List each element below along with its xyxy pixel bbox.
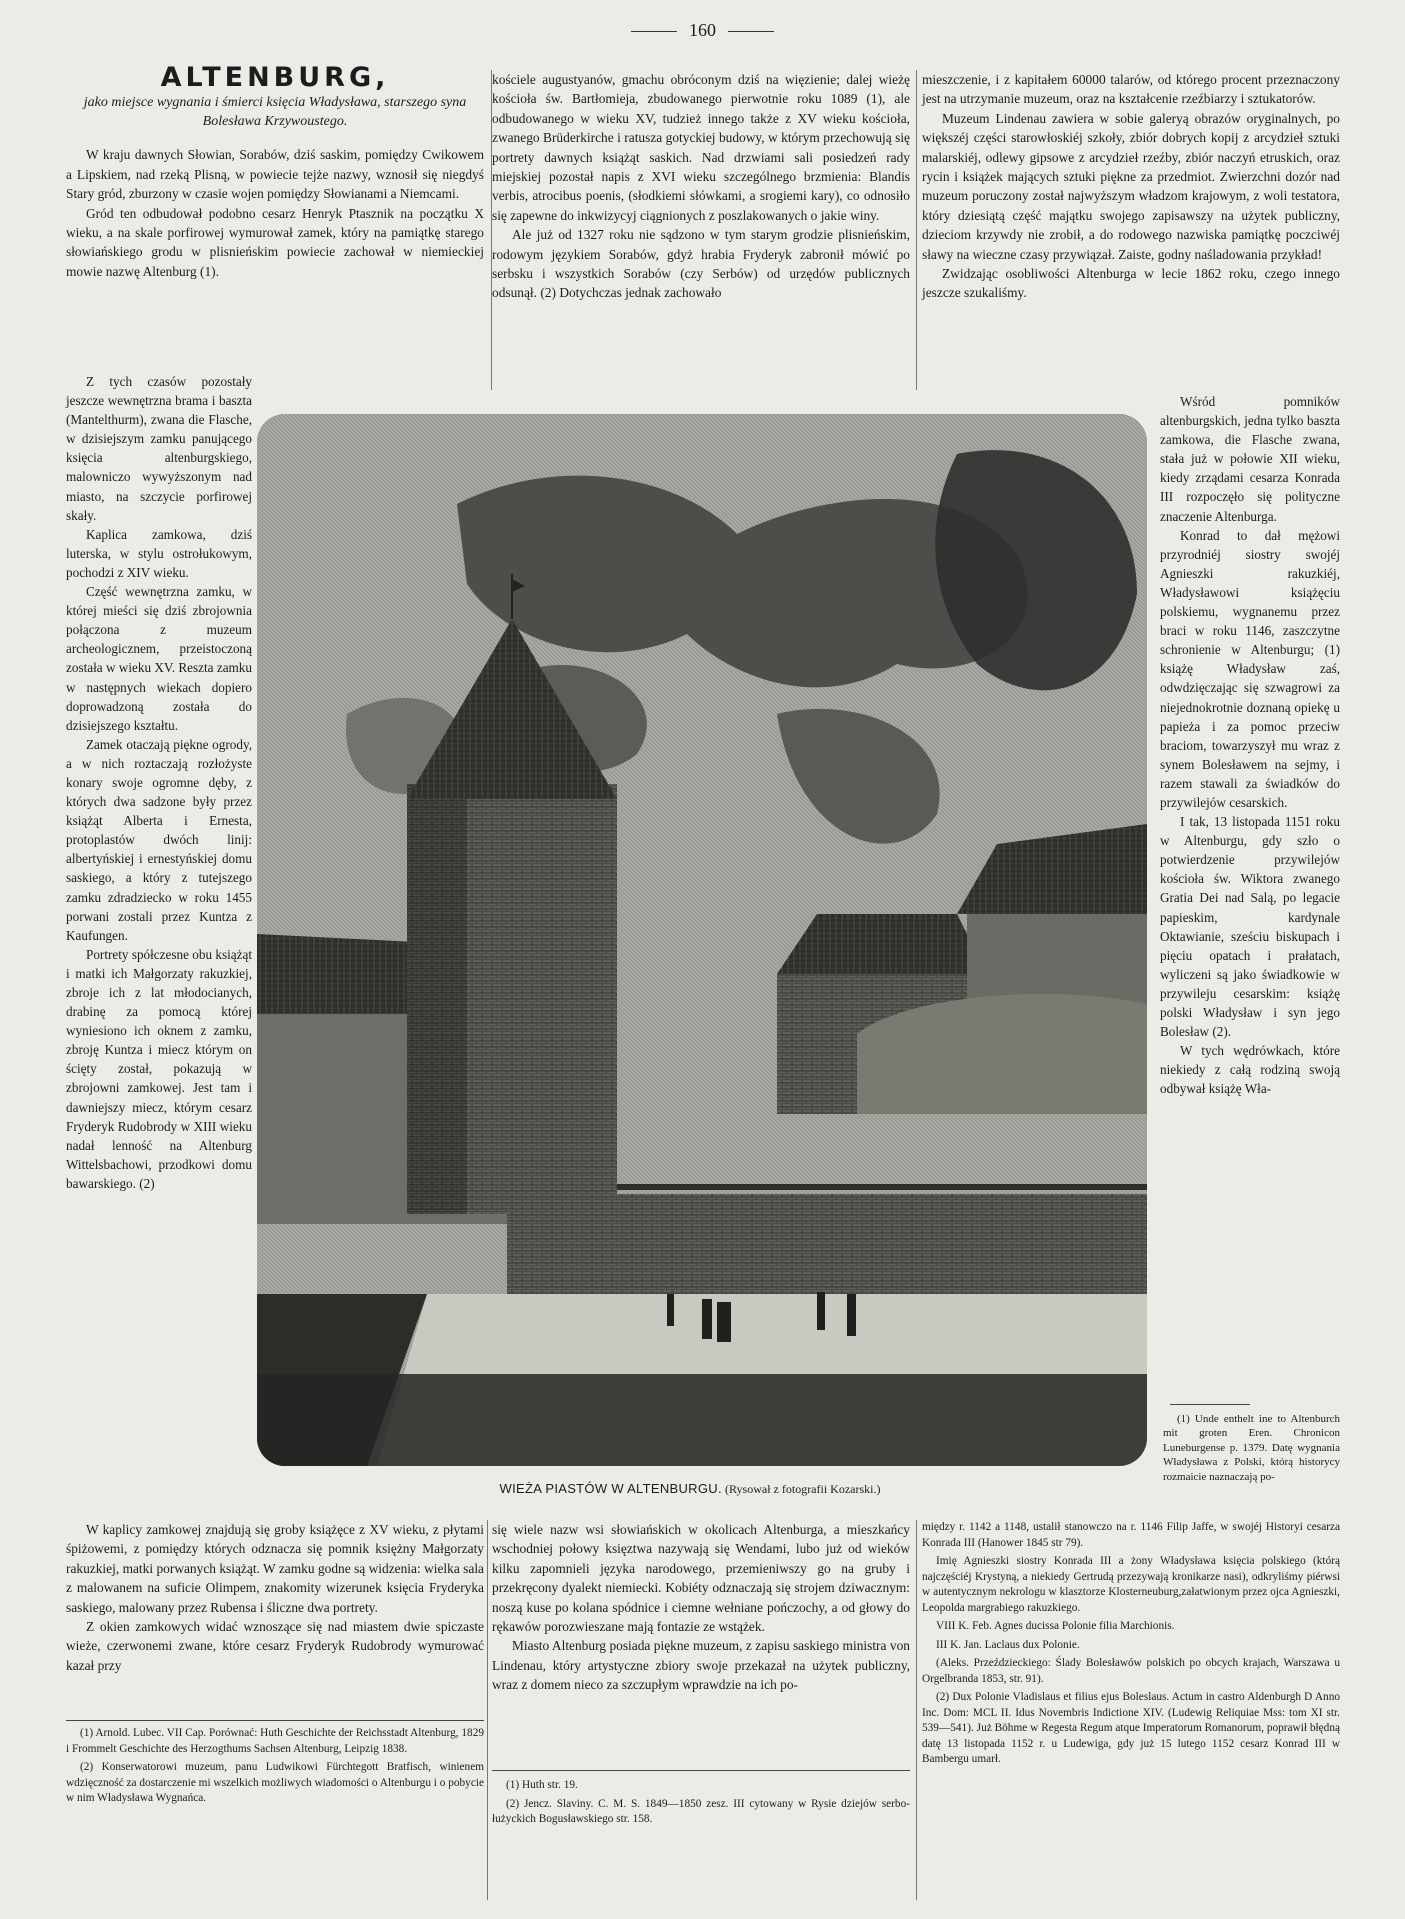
paragraph: Kaplica zamkowa, dziś luterska, w stylu ostrołukowym, pochodzi z XIV wieku. — [66, 526, 252, 580]
footnote: (2) Jencz. Slaviny. C. M. S. 1849—1850 zesz. III cytowany w Rysie dziejów serbo-łużyckich Bogusławskiego str. 158. — [492, 1797, 910, 1825]
footnote: VIII K. Feb. Agnes ducissa Polonie filia Marchionis. — [936, 1620, 1175, 1632]
illustration-caption — [300, 1481, 1080, 1497]
paragraph: Z okien zamkowych widać wznoszące się nad miastem dwie spiczaste wieże, czerwonemi zwane, które cesarz Fryderyk Rudobrody wymurować kazał przy — [66, 1619, 484, 1673]
column-1-narrow — [66, 372, 252, 1193]
footnote: (1) Unde enthelt ine to Altenburch mit groten Eren. Chronicon Luneburgense p. 1379. Datę wygnania Władysława z Polski, którą historycy rozmaicie naznaczają po- — [1163, 1413, 1340, 1483]
paragraph: W tych wędrówkach, które niekiedy z całą rodziną swoją odbywał książę Wła- — [1160, 1043, 1340, 1097]
caption-title: WIEŻA PIASTÓW W ALTENBURGU. — [499, 1481, 722, 1496]
paragraph: Zwidzając osobliwości Altenburga w lecie 1862 roku, czego innego jeszcze szukaliśmy. — [922, 266, 1340, 301]
caption-credit: (Rysował z fotografii Kozarski.) — [725, 1482, 881, 1496]
paragraph: Gród ten odbudował podobno cesarz Henryk Ptasznik na początku X wieku, a na skale porfirowej wymurował zamek, który na pamiątkę starego słowiańskiego grodu w plisnieńskim powiecie zachował w niemieckiej mowie nazwę Altenburg (1). — [66, 205, 484, 279]
paragraph: Portrety spółczesne obu książąt i matki ich Małgorzaty rakuzkiej, zbroje ich z lat młodocianych, drabinę za pomocą której wyniesiono ich oknem z zamku, zbroję Kuntza i miecz którym on ścięty został, pokazują w zbrojowni zamkowej. Jest tam i dawniejszy miecz, którym cesarz Fryderyk Rudobrody w XIII wieku nadał lenność na Altenburg Wittelsbachowi, przodkowi domu bawarskiego. (2) — [66, 946, 252, 1191]
paragraph: Miasto Altenburg posiada piękne muzeum, z zapisu saskiego ministra von Lindenau, który artystyczne zbiory swoje przekazał na użytek publiczny, wraz z domem nieco za szczupłym wprawdzie na ich po- — [492, 1638, 910, 1693]
footnotes-col2 — [492, 1778, 910, 1831]
paragraph: Zamek otaczają piękne ogrody, a w nich roztaczają rozłożyste konary swoje ogromne dęby, z których dwa sadzone były przez książąt Alberta i Ernesta, protoplastów dwóch linij: albertyńskiej i ernestyńskiej domu saskiego, a który z tutejszego zamku zdradziecko w roku 1455 porwani zostali przez Kuntza z Kaufungen. — [66, 736, 252, 943]
footnotes-col1 — [66, 1726, 484, 1810]
paragraph: W kraju dawnych Słowian, Sorabów, dziś saskim, pomiędzy Cwikowem a Lipskiem, nad rzeką Plisną, w powiecie tejże nazwy, wznosił się niegdyś Stary gród, zburzony w czasie wojen pomiędzy Słowianami a Niemcami. — [66, 147, 484, 202]
column-1 — [66, 62, 484, 281]
paragraph: Wśród pomników altenburgskich, jedna tylko baszta zamkowa, die Flasche zwana, stała już w połowie XII wieku, kiedy zrządami cesarza Konrada III rozpoczęło się polityczne znaczenie Altenburga. — [1160, 394, 1340, 524]
article-subtitle: jako miejsce wygnania i śmierci księcia Władysława, starszego syna Bolesława Krzywoustego. — [83, 95, 467, 130]
column-2 — [492, 70, 910, 303]
footnote: (Aleks. Przeździeckiego: Ślady Bolesławów polskich po obcych krajach, Warszawa u Orgelbranda 1853, str. 91). — [922, 1657, 1340, 1685]
paragraph: I tak, 13 listopada 1151 roku w Altenburgu, gdy szło o potwierdzenie przywilejów kościoła św. Wiktora zwanego Gratia Dei nad Salą, po legacie papieskim, kardynale Oktawianie, sześciu biskupach i pięciu opatach i prałatach, wyliczeni są jako świadkowie w przywileju cesarskim: książę polski Władysław i syn jego Bolesław (2). — [1160, 814, 1340, 1040]
illustration-tower-of-piasts — [257, 414, 1147, 1466]
paragraph: W kaplicy zamkowej znajdują się groby książęce z XV wieku, z płytami śpiżowemi, z pomiędzy których odznacza się pomnik księżny Małgorzaty rakuzkiej, matki porwanych książąt. W zamku godne są widzenia: wielka sala z malowanem na suficie Olimpem, znakomity wizerunek księcia Fryderyka saskiego, malowany przez Rubensa i śliczne dwa portrety. — [66, 1522, 484, 1615]
column-divider — [916, 70, 917, 390]
footnote: Imię Agnieszki siostry Konrada III a żony Władysława księcia polskiego (którą najczęściéj Krystyną, a niekiedy Gertrudą przezywają kronikarze nasi), odkryliśmy piérwsi w autentycznym nekrologu w klasztorze Klosterneuburg,załatwionym przez ojca Agnieszki, Leopolda margrabiego rakuzkiego. — [922, 1555, 1340, 1614]
paragraph: Muzeum Lindenau zawiera w sobie galeryą obrazów oryginalnych, po większéj części starowłoskiéj szkoły, zbiór dobrych kopij z arcydzieł sztuki malarskiéj, odlewy gipsowe z arcydzieł rzeźby, zbiór naczyń etruskich, oraz rycin i książek mających sztuki piękne za przedmiot. Zwierzchni dozór nad muzeum poruczony został najwyższym władzom krajowym, z woli testatora, który dziesiątą część majątku swojego zapisawszy na użytek publiczny, dzieciom krzywdy nie zrobił, a do rodowego nazwiska pamiątkę poczciwéj sławy na wieczne czasy przywiązał. Zaiste, godny naśladowania przykład! — [922, 110, 1340, 262]
footnote-rule — [1170, 1404, 1250, 1405]
footnote-rule — [492, 1770, 910, 1771]
column-2-bottom — [492, 1520, 910, 1695]
column-3-narrow — [1160, 392, 1340, 1098]
page-number: 160 — [0, 20, 1405, 41]
footnotes-col3 — [922, 1520, 1340, 1771]
paragraph: Ale już od 1327 roku nie sądzono w tym starym grodzie plisnieńskim, rodowym językiem Sorabów, gdyż hrabia Fryderyk zabronił mówić po serbsku i wszystkich Sorabów (czy Serbów) od urzędów publicznych odsunął. (2) Dotychczas jednak zachowało — [492, 227, 910, 301]
paragraph: mieszczenie, i z kapitałem 60000 talarów, od którego procent przeznaczony jest na utrzymanie muzeum, oraz na kształcenie rzeźbiarzy i sztukatorów. — [922, 72, 1340, 107]
paragraph: Z tych czasów pozostały jeszcze wewnętrzna brama i baszta (Mantelthurm), zwana die Flasche, w dzisiejszym zamku panującego księcia altenburgskiego, malowniczo wywyższonym nad miasto, na szczycie porfirowej skały. — [66, 374, 252, 523]
footnote: (2) Dux Polonie Vladislaus et filius ejus Boleslaus. Actum in castro Aldenburgh D Anno Inc. Dom: MCL II. Idus Novembris Indictione XIV. (Ludewig Reliquiae Mss: tom XI str. 539—541). Już Böhme w Regesta Regum atque Imperatorum Romanorum, poprawił błędną datę 13 listopada 1152 r. u Ludewiga, gdy już 15 lutego 1152 cesarz Konrad III w Bambergu umarł. — [922, 1691, 1340, 1765]
column-1-bottom — [66, 1520, 484, 1675]
paragraph: Część wewnętrzna zamku, w której mieści się dziś zbrojownia połączona z muzeum archeologicznem, przeistoczoną została w wieku XV. Reszta zamku w następnych wiekach dopiero doprowadzoną została do dzisiejszego kształtu. — [66, 584, 252, 733]
footnote: III K. Jan. Laclaus dux Polonie. — [936, 1638, 1080, 1651]
column-divider — [487, 1520, 488, 1900]
footnote-side — [1163, 1412, 1340, 1487]
footnote-rule — [66, 1720, 484, 1721]
column-divider — [916, 1520, 917, 1900]
footnote: (1) Huth str. 19. — [506, 1779, 578, 1791]
engraving-image — [257, 414, 1147, 1466]
footnote: między r. 1142 a 1148, ustalił stanowczo na r. 1146 Filip Jaffe, w swojéj Historyi cesarza Konrada III (Hanower 1845 str 79). — [922, 1521, 1340, 1549]
footnote: (1) Arnold. Lubec. VII Cap. Porównać: Huth Geschichte der Reichsstadt Altenburg, 1829 i Frommelt Geschichte des Herzogthums Sachsen Altenburg, Leipzig 1838. — [66, 1727, 484, 1755]
paragraph: kościele augustyanów, gmachu obróconym dziś na więzienie; dalej wieżę kościoła św. Bartłomieja, zbudowanego pierwotnie roku 1089 (1), ale odbudowanego w wieku XV, tudzież innego także z XV wieku kościoła, zwanego Brüderkirche i ratusza gotyckiej budowy, w którym przechowują się portrety dawnych książąt saskich. Nad drzwiami sali posiedzeń rady miejskiej pozostał napis z XVI wieku szczególnego brzmienia: Blandis verbis, atrocibus poenis, (słodkiemi słówkami, a srogiemi kary), co odnosiło się zapewne do inkwizycyj ciągnionych z poszlakowanych o jakie winy. — [492, 72, 910, 223]
paragraph: Konrad to dał mężowi przyrodniéj siostry swojéj Agnieszki rakuzkiéj, Władysławowi książęciu polskiemu, wygnanemu przez braci w roku 1146, zaszczytne schronienie w Altenburgu; (1) książę Władysław zaś, odwdzięczając się szwagrowi za niejednokrotnie doznaną opiekę u papieża i za pomoc przeciw braciom, towarzyszył mu wraz z synem Bolesławem na sejmy, i razem stawali za świadków do przywilejów cesarskich. — [1160, 527, 1340, 810]
paragraph: się wiele nazw wsi słowiańskich w okolicach Altenburga, a mieszkańcy wschodniej połowy księztwa nazywają się Wendami, lubo już od wieków kilku zapomnieli języka narodowego, przemieniwszy go na gruby i przekręcony dyalekt niemiecki. Kobiéty odznaczają się strojem dziwacznym: noszą kuse po kolana spódnice i ciemne wełniane pończochy, a od głowy do rękawów porozwieszane mają fontazie ze wstążek. — [492, 1522, 910, 1635]
footnote: (2) Konserwatorowi muzeum, panu Ludwikowi Fürchtegott Bratfisch, winienem wdzięczność za dostarczenie mi wszelkich możliwych wiadomości o Altenburgu i o pobycie w nim Władysława Wygnańca. — [66, 1761, 484, 1804]
column-3 — [922, 70, 1340, 303]
article-title: ALTENBURG, — [160, 62, 390, 93]
